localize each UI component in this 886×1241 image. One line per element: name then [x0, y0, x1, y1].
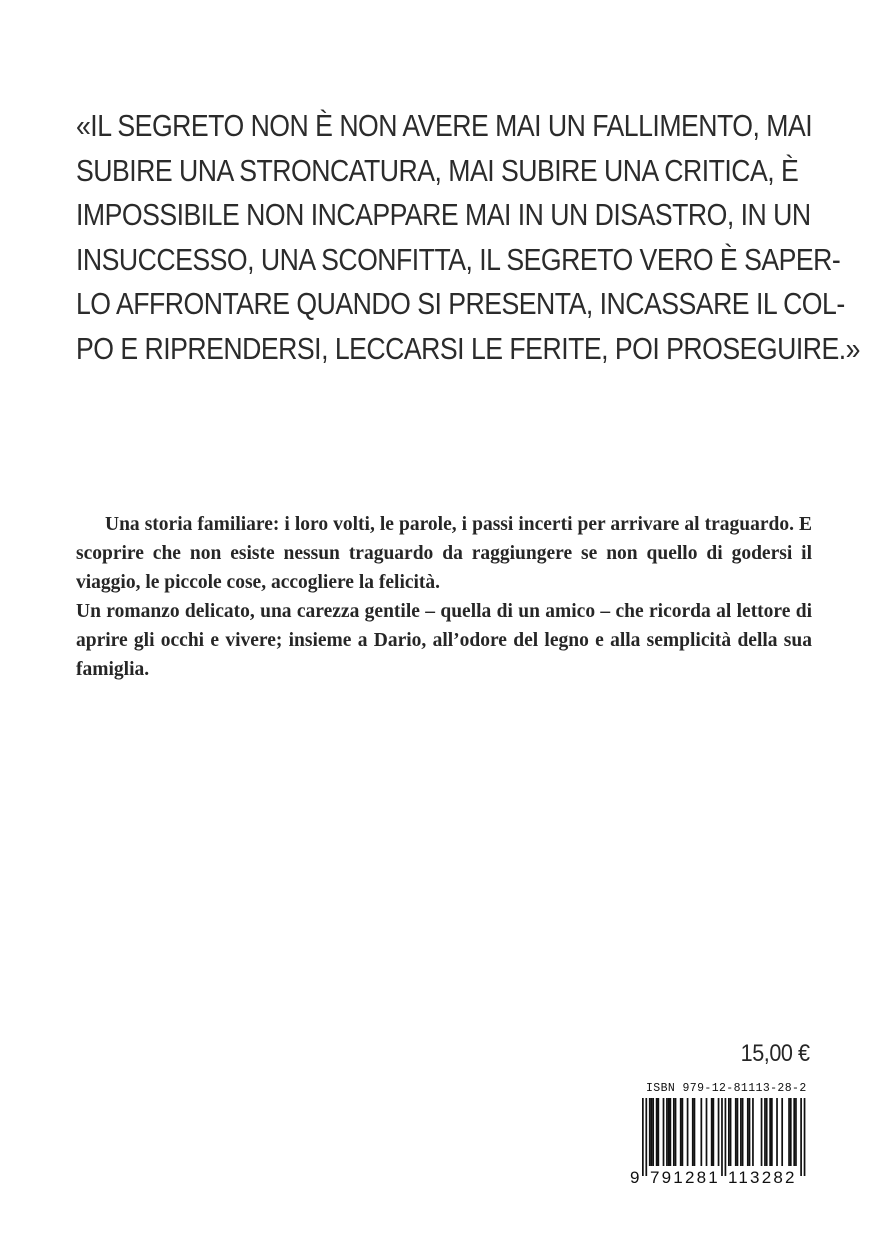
- quote-line: «IL SEGRETO NON È NON AVERE MAI UN FALLIMENTO, MAI: [76, 108, 813, 143]
- barcode-bar: [666, 1098, 668, 1166]
- barcode-bar: [749, 1098, 751, 1166]
- barcode-bar: [711, 1098, 713, 1166]
- isbn-barcode: [628, 1082, 814, 1194]
- barcode-bar: [657, 1098, 659, 1166]
- barcode-bar: [793, 1098, 795, 1166]
- barcode-bar: [649, 1098, 651, 1166]
- quote-line: LO AFFRONTARE QUANDO SI PRESENTA, INCASSARE IL COL-: [76, 286, 845, 321]
- barcode-bar: [656, 1098, 658, 1166]
- barcode-bar: [742, 1098, 744, 1166]
- book-blurb: [76, 510, 812, 684]
- barcode-bar: [740, 1098, 742, 1166]
- isbn-label: ISBN 979-12-81113-28-2: [646, 1082, 807, 1095]
- barcode-bar: [718, 1098, 720, 1166]
- barcode-bar: [651, 1098, 653, 1166]
- barcode-bar: [752, 1098, 754, 1166]
- barcode-guard-bar: [804, 1098, 806, 1176]
- barcode-bar: [781, 1098, 783, 1166]
- barcode-bar: [670, 1098, 672, 1166]
- barcode-guard-bar: [645, 1098, 647, 1176]
- barcode-bar: [700, 1098, 702, 1166]
- blurb-paragraph: Un romanzo delicato, una carezza gentile – quella di un amico – che ricorda al lettore di aprire gli occhi e vivere; insieme a Dario, all’odore del legno e alla semplicità della sua famiglia.: [76, 601, 812, 680]
- barcode-bar: [764, 1098, 766, 1166]
- barcode-bar: [776, 1098, 778, 1166]
- barcode-bar: [766, 1098, 768, 1166]
- barcode-bar: [673, 1098, 675, 1166]
- barcode-bar: [692, 1098, 694, 1166]
- barcode-guard-bar: [725, 1098, 727, 1176]
- barcode-digit-group-right: 113282: [728, 1168, 797, 1187]
- barcode-bar: [769, 1098, 771, 1166]
- barcode-bar: [706, 1098, 708, 1166]
- barcode-bar: [675, 1098, 677, 1166]
- price-label: 15,00 €: [741, 1040, 810, 1067]
- barcode-bar: [652, 1098, 654, 1166]
- quote-line: IMPOSSIBILE NON INCAPPARE MAI IN UN DISASTRO, IN UN: [76, 197, 811, 232]
- barcode-bar: [761, 1098, 763, 1166]
- barcode-bars: [628, 1098, 814, 1176]
- barcode-guard-bar: [800, 1098, 802, 1176]
- barcode-bar: [663, 1098, 665, 1166]
- quote-line: SUBIRE UNA STRONCATURA, MAI SUBIRE UNA CRITICA, È: [76, 152, 799, 188]
- barcode-bar: [713, 1098, 715, 1166]
- barcode-bar: [771, 1098, 773, 1166]
- barcode-guard-bar: [642, 1098, 644, 1176]
- barcode-guard-bar: [721, 1098, 723, 1176]
- blurb-paragraph: Una storia familiare: i loro volti, le parole, i passi incerti per arrivare al traguardo. E scoprire che non esiste nessun traguardo da raggiungere se non quello di godersi il viaggio, le piccole cose, accogliere la felicità.: [76, 514, 812, 593]
- barcode-bar: [668, 1098, 670, 1166]
- quote-line: INSUCCESSO, UNA SCONFITTA, IL SEGRETO VERO È SAPER-: [76, 241, 841, 277]
- barcode-bar: [682, 1098, 684, 1166]
- barcode-bar: [735, 1098, 737, 1166]
- barcode-bar: [694, 1098, 696, 1166]
- barcode-digit-first: 9: [630, 1168, 640, 1187]
- barcode-bar: [790, 1098, 792, 1166]
- barcode-bar: [737, 1098, 739, 1166]
- quote-line: PO E RIPRENDERSI, LECCARSI LE FERITE, POI PROSEGUIRE.»: [76, 330, 860, 366]
- barcode-bar: [795, 1098, 797, 1166]
- barcode-bar: [687, 1098, 689, 1166]
- barcode-bar: [747, 1098, 749, 1166]
- barcode-bar: [680, 1098, 682, 1166]
- back-cover-quote: [76, 104, 860, 371]
- barcode-bar: [728, 1098, 730, 1166]
- barcode-bar: [788, 1098, 790, 1166]
- barcode-bar: [730, 1098, 732, 1166]
- barcode-digit-group-left: 791281: [650, 1168, 720, 1187]
